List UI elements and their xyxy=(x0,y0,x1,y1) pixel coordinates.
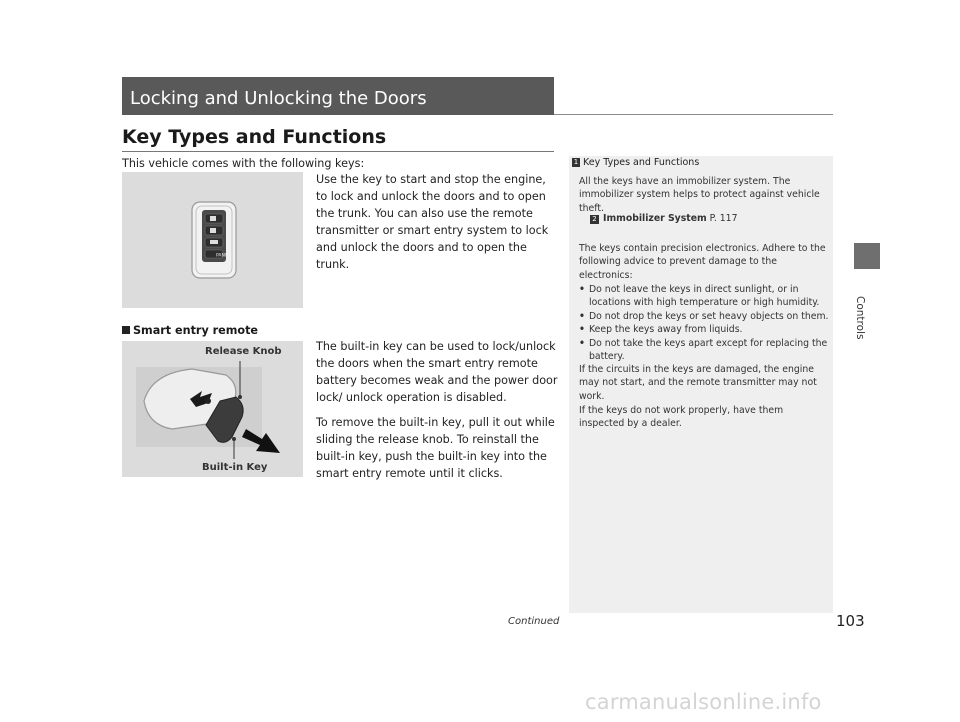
immobilizer-note: All the keys have an immobilizer system. The immobilizer system helps to protect against vehicle theft. xyxy=(579,176,820,214)
builtin-key-figure xyxy=(122,341,303,477)
panic-button-label: PANIC xyxy=(216,253,230,259)
side-notes-title: Key Types and Functions xyxy=(583,157,700,168)
watermark: carmanualsonline.info xyxy=(585,690,822,714)
list-item: • Do not drop the keys or set heavy objects on them. xyxy=(579,310,829,323)
intro-text: This vehicle comes with the following keys: xyxy=(122,157,365,170)
immobilizer-cross-reference[interactable] xyxy=(590,213,738,224)
xref-name[interactable]: Immobilizer System xyxy=(603,213,707,224)
remove-key-instructions: To remove the built-in key, pull it out while sliding the release knob. To reinstall the built-in key, push the built-in key into the smart entry remote until it clicks. xyxy=(316,416,555,480)
key-description: Use the key to start and stop the engine, to lock and unlock the doors and to open the trunk. You can also use the remote transmitter or smart entry system to lock and unlock the doors and to open the trunk. xyxy=(316,173,549,271)
chapter-tab-label: Controls xyxy=(854,296,866,340)
builtin-key-description: The built-in key can be used to lock/unlock the doors when the smart entry remote battery becomes weak and the power door lock/ unlock operation is disabled. xyxy=(316,340,558,404)
continued-label: Continued xyxy=(508,616,560,627)
smart-entry-subheading xyxy=(122,324,258,337)
section-divider xyxy=(122,151,554,152)
square-bullet-icon xyxy=(122,326,130,334)
release-knob-label: Release Knob xyxy=(205,346,282,357)
page-title: Locking and Unlocking the Doors xyxy=(130,88,427,109)
circuits-note: If the circuits in the keys are damaged, the engine may not start, and the remote transmitter may not work. xyxy=(579,364,817,402)
chapter-tab-marker xyxy=(854,243,880,269)
electronics-note: The keys contain precision electronics. Adhere to the following advice to prevent damage to the electronics: xyxy=(579,243,826,281)
cross-reference-icon: 2 xyxy=(590,215,599,224)
section-heading: Key Types and Functions xyxy=(122,126,387,148)
header-divider xyxy=(554,114,833,115)
dealer-note: If the keys do not work properly, have them inspected by a dealer. xyxy=(579,405,784,430)
note-reference-icon: 1 xyxy=(573,158,579,166)
list-item: • Do not leave the keys in direct sunlight, or in locations with high temperature or high humidity. xyxy=(579,283,829,310)
subheading-label: Smart entry remote xyxy=(133,324,259,337)
key-fob-figure xyxy=(122,172,303,308)
page-number: 103 xyxy=(836,612,865,630)
xref-page: P. 117 xyxy=(709,213,738,224)
builtin-key-label: Built-in Key xyxy=(202,462,268,473)
smart-key-illustration xyxy=(122,172,303,308)
list-item: • Keep the keys away from liquids. xyxy=(579,323,829,336)
list-item: • Do not take the keys apart except for replacing the battery. xyxy=(579,337,829,364)
builtin-key-illustration xyxy=(122,341,303,477)
key-care-list xyxy=(579,283,829,363)
